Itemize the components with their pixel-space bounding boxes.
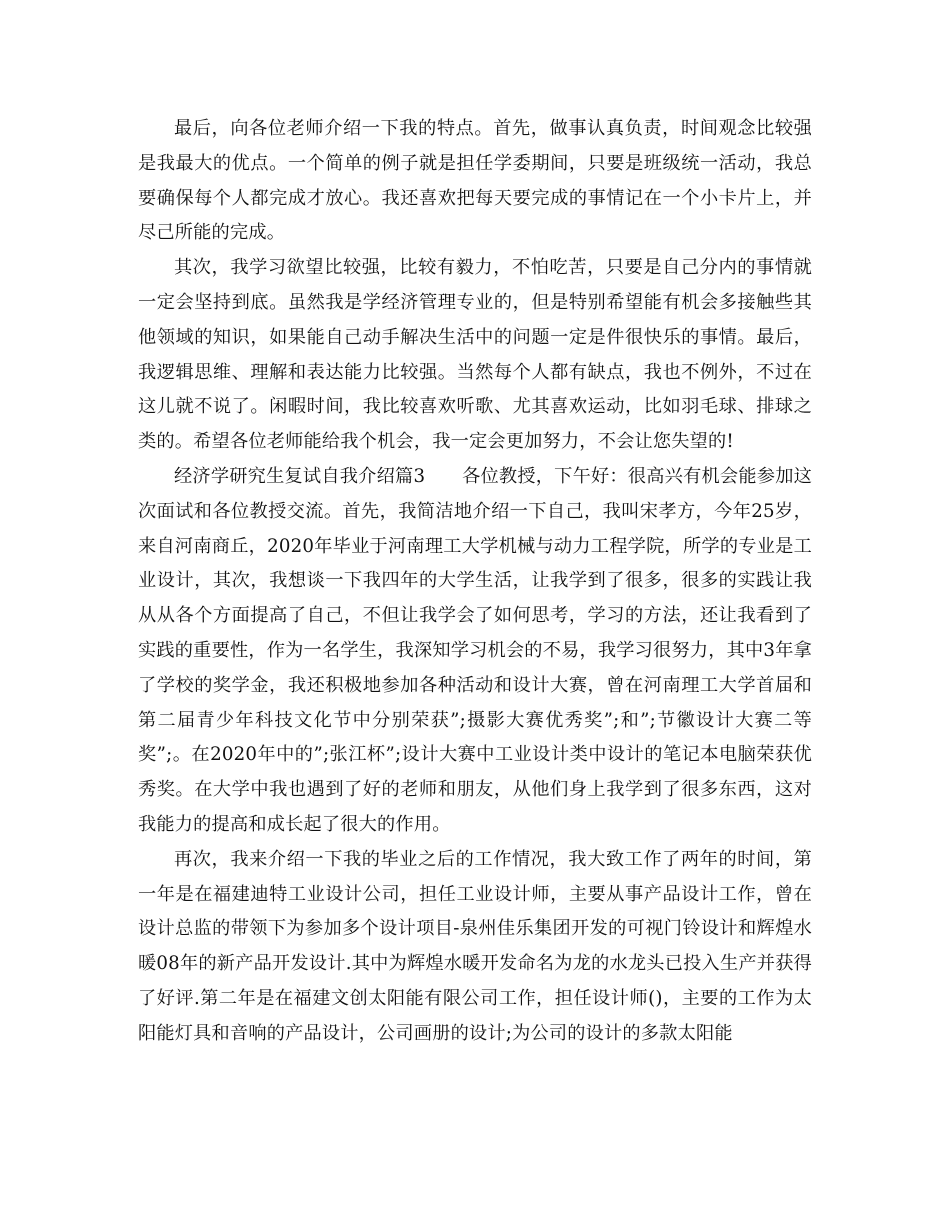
paragraph-strengths: 最后，向各位老师介绍一下我的特点。首先，做事认真负责，时间观念比较强是我最大的优点。一个简单的例子就是担任学委期间，只要是班级统一活动，我总要确保每个人都完成才放心。我还喜欢把每天要完成的事情记在一个小卡片上，并尽己所能的完成。 bbox=[138, 118, 812, 244]
paragraph-work-experience: 再次，我来介绍一下我的毕业之后的工作情况，我大致工作了两年的时间，第一年是在福建迪特工业设计公司，担任工业设计师，主要从事产品设计工作，曾在设计总监的带领下为参加多个设计项目-泉州佳乐集团开发的可视门铃设计和辉煌水暖08年的新产品开发设计.其中为辉煌水暖开发命名为龙的水龙头已投入生产并获得了好评.第二年是在福建文创太阳能有限公司工作，担任设计师()，主要的工作为太阳能灯具和音响的产品设计，公司画册的设计;为公司的设计的多款太阳能 bbox=[138, 848, 812, 1044]
paragraph-learning-desire: 其次，我学习欲望比较强，比较有毅力，不怕吃苦，只要是自己分内的事情就一定会坚持到底。虽然我是学经济管理专业的，但是特别希望能有机会多接触些其他领域的知识，如果能自己动手解决生活中的问题一定是件很快乐的事情。最后，我逻辑思维、理解和表达能力比较强。当然每个人都有缺点，我也不例外，不过在这儿就不说了。闲暇时间，我比较喜欢听歌、尤其喜欢运动，比如羽毛球、排球之类的。希望各位老师能给我个机会，我一定会更加努力，不会让您失望的! bbox=[138, 257, 812, 453]
paragraph-self-introduction-3: 经济学研究生复试自我介绍篇3 各位教授，下午好：很高兴有机会能参加这次面试和各位教授交流。首先，我简洁地介绍一下自己，我叫宋孝方，今年25岁，来自河南商丘，2020年毕业于河南理工大学机械与动力工程学院，所学的专业是工业设计，其次，我想谈一下我四年的大学生活，让我学到了很多，很多的实践让我从从各个方面提高了自己，不但让我学会了如何思考，学习的方法，还让我看到了实践的重要性，作为一名学生，我深知学习机会的不易，我学习很努力，其中3年拿了学校的奖学金，我还积极地参加各种活动和设计大赛，曾在河南理工大学首届和第二届青少年科技文化节中分别荣获”;摄影大赛优秀奖”;和”;节徽设计大赛二等奖”;。在2020年中的”;张江杯”;设计大赛中工业设计类中设计的笔记本电脑荣获优秀奖。在大学中我也遇到了好的老师和朋友，从他们身上我学到了很多东西，这对我能力的提高和成长起了很大的作用。 bbox=[138, 465, 812, 835]
document-body bbox=[138, 112, 812, 1052]
